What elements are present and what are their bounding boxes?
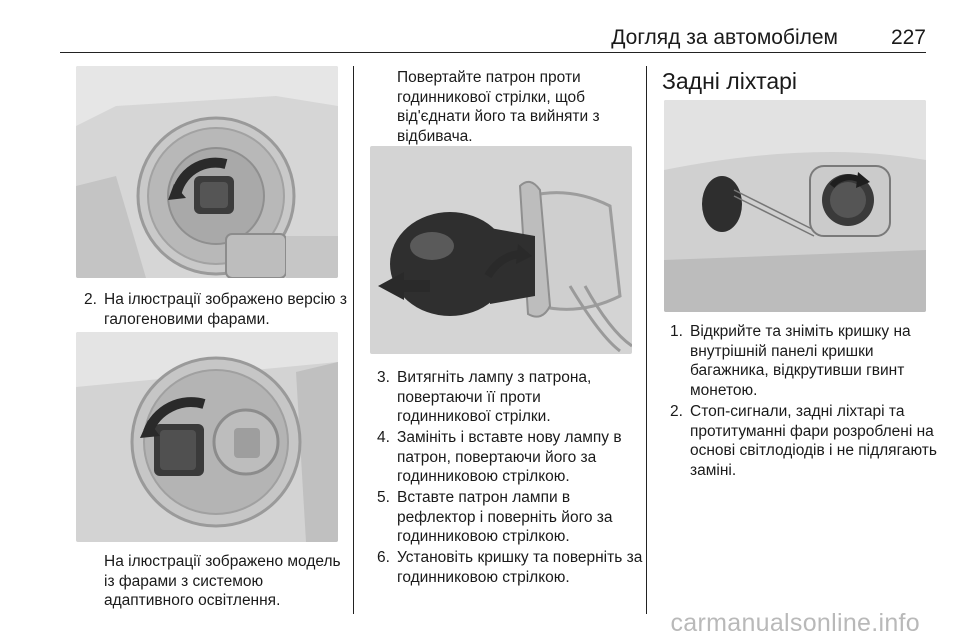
- column-divider-1: [353, 66, 354, 614]
- step-text: Стоп-сигнали, задні ліхтарі та протитуманні фари розроблені на основі світлодіодів і не підлягають заміні.: [690, 403, 937, 479]
- column-divider-2: [646, 66, 647, 614]
- figure-bulb-removal: [370, 146, 632, 354]
- step-text: Відкрийте та зніміть кришку на внутрішній панелі кришки багажника, відкрутивши гвинт монетою.: [690, 323, 911, 399]
- figure-headlamp-socket-halogen: [76, 66, 338, 278]
- section-title: Задні ліхтарі: [662, 68, 798, 94]
- step-number: 6.: [377, 549, 390, 566]
- step-text: Установіть кришку та поверніть за годинниковою стрілкою.: [397, 549, 643, 586]
- step-text: Замініть і вставте нову лампу в патрон, повертаючи його за годинниковою стрілкою.: [397, 429, 622, 485]
- page-header: [60, 22, 926, 50]
- figure-headlamp-socket-adaptive: [76, 332, 338, 542]
- step-number: 1.: [670, 323, 683, 340]
- step-text: Витягніть лампу з патрона, повертаючи її проти годинникової стрілки.: [397, 369, 592, 425]
- step-number: 2.: [670, 403, 683, 420]
- figure-caption: На ілюстрації зображено модель із фарами з системою адаптивного освітлення.: [104, 553, 341, 609]
- step-number: 5.: [377, 489, 390, 506]
- step-number: 2.: [84, 291, 97, 308]
- step-text: На ілюстрації зображено версію з галогеновими фарами.: [104, 291, 347, 328]
- step-number: 3.: [377, 369, 390, 386]
- step-text: Вставте патрон лампи в рефлектор і поверніть його за годинниковою стрілкою.: [397, 489, 613, 545]
- header-title: Догляд за автомобілем: [611, 26, 838, 49]
- page-number: 227: [890, 26, 926, 49]
- step-number: 4.: [377, 429, 390, 446]
- figure-tailgate-cover: [664, 100, 926, 312]
- header-rule: [60, 52, 926, 53]
- intro-paragraph: Повертайте патрон проти годинникової стрілки, щоб від'єднати його та вийняти з відбивача.: [397, 69, 600, 145]
- watermark: carmanualsonline.info: [670, 609, 920, 637]
